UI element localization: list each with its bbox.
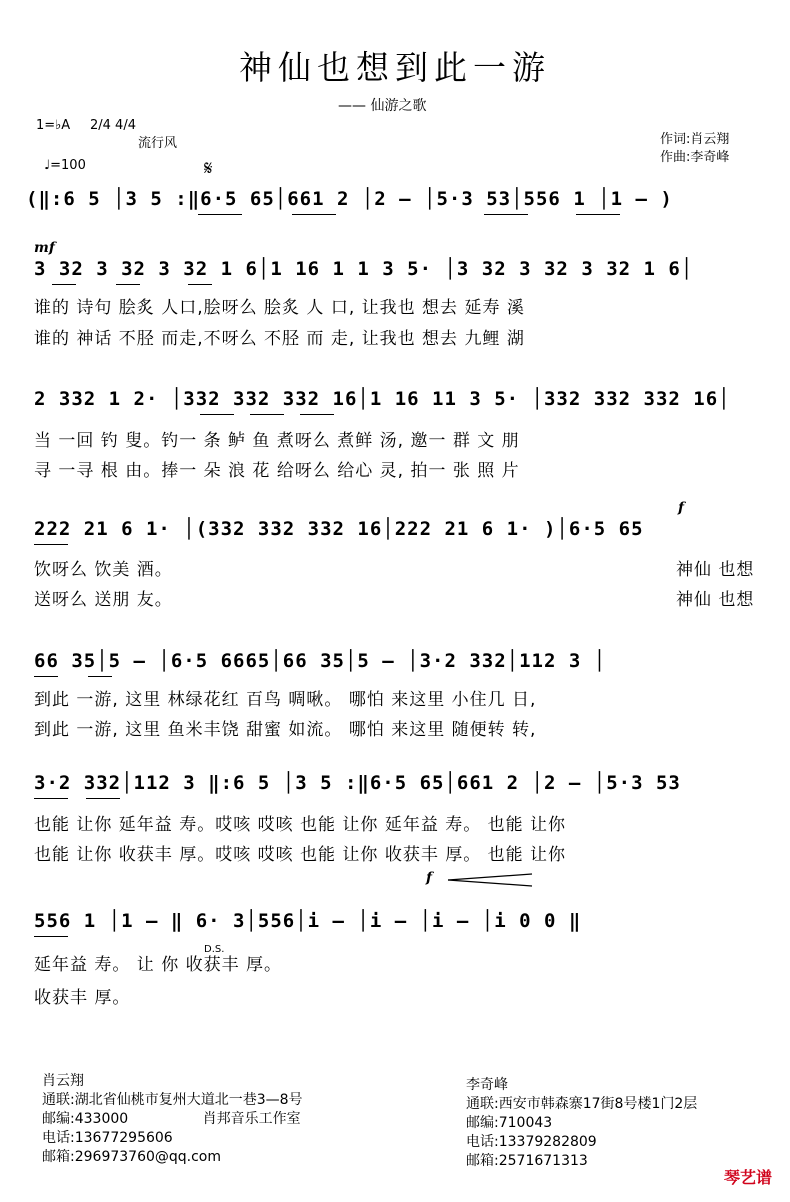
lyrics-verse1-line-3: 当 一回 钓 叟。钓一 条 鲈 鱼 煮呀么 煮鲜 汤, 邀一 群 文 朋 <box>34 431 520 451</box>
contact-right <box>466 1076 697 1171</box>
segno-icon: 𝄋 <box>204 156 213 180</box>
contact-left-email: 邮箱:296973760@qq.com <box>42 1149 222 1165</box>
lyrics-verse2-line-3: 寻 一寻 根 由。捧一 朵 浪 花 给呀么 给心 灵, 拍一 张 照 片 <box>34 461 520 481</box>
lyrics-verse2-line-6: 也能 让你 收获丰 厚。哎咳 哎咳 也能 让你 收获丰 厚。 也能 让你 <box>34 845 567 865</box>
lyrics-verse1-line-6: 也能 让你 延年益 寿。哎咳 哎咳 也能 让你 延年益 寿。 也能 让你 <box>34 815 567 835</box>
lyrics-verse2-line-7: 收获丰 厚。 <box>34 988 131 1008</box>
contact-right-postcode: 邮编:710043 <box>466 1115 553 1131</box>
lyricist: 作词:肖云翔 <box>660 132 730 147</box>
lyrics-verse1-line-7: 延年益 寿。 让 你 收获丰 厚。 <box>34 955 283 975</box>
notation-line-1: (‖:6 5 │3 5 :‖6·5 65│661 2 │2 – │5·3 53│556 1 │1 – ) <box>26 188 673 210</box>
contact-left-address: 通联:湖北省仙桃市复州大道北一巷3—8号 <box>42 1092 303 1108</box>
notation-line-4: 222 21 6 1· │(332 332 332 16│222 21 6 1· )│6·5 65 <box>34 518 644 540</box>
contact-left-name: 肖云翔 <box>42 1073 84 1089</box>
key-signature: 1=♭A <box>36 118 71 133</box>
contact-right-email: 邮箱:2571671313 <box>466 1153 588 1169</box>
tempo-mark: ♩=100 <box>44 158 86 173</box>
lyrics-verse1-line-2: 谁的 诗句 脍炙 人口,脍呀么 脍炙 人 口, 让我也 想去 延寿 溪 <box>34 298 525 318</box>
page-title: 神仙也想到此一游 <box>239 48 551 87</box>
contact-left-studio: 肖邦音乐工作室 <box>202 1111 301 1127</box>
lyrics-verse1-line-4-end: 神仙 也想 <box>676 560 755 580</box>
lyrics-verse2-line-5: 到此 一游, 这里 鱼米丰饶 甜蜜 如流。 哪怕 来这里 随便转 转, <box>34 720 537 740</box>
notation-line-3: 2 332 1 2· │332 332 332 16│1 16 11 3 5· │332 332 332 16│ <box>34 388 731 410</box>
contact-right-name: 李奇峰 <box>466 1077 508 1093</box>
dynamic-mf: mf <box>34 240 55 256</box>
lyrics-verse2-line-2: 谁的 神话 不胫 而走,不呀么 不胫 而 走, 让我也 想去 九鲤 湖 <box>34 329 525 349</box>
notation-line-7: 556 1 │1 – ‖ 6· 3│556│i – │i – │i – │i 0 0 ‖ <box>34 910 582 932</box>
notation-line-6: 3·2 332│112 3 ‖:6 5 │3 5 :‖6·5 65│661 2 │2 – │5·3 53 <box>34 772 681 794</box>
notation-line-5: 66 35│5 – │6·5 6665│66 35│5 – │3·2 332│112 3 │ <box>34 650 607 672</box>
crescendo-hairpin <box>446 872 536 888</box>
ds-mark: D.S. <box>204 944 225 955</box>
lyrics-verse1-line-4: 饮呀么 饮美 酒。 <box>34 560 173 580</box>
contact-left-postcode: 邮编:433000 <box>42 1111 129 1127</box>
lyrics-verse2-line-4-end: 神仙 也想 <box>676 590 755 610</box>
lyrics-verse1-line-5: 到此 一游, 这里 林绿花红 百鸟 啁啾。 哪怕 来这里 小住几 日, <box>34 690 537 710</box>
contact-left <box>42 1072 303 1167</box>
lyrics-verse2-line-4: 送呀么 送朋 友。 <box>34 590 173 610</box>
contact-right-phone: 电话:13379282809 <box>466 1134 597 1150</box>
contact-right-address: 通联:西安市韩森寨17街8号楼1门2层 <box>466 1096 698 1112</box>
time-signature: 2/4 4/4 <box>90 118 136 133</box>
dynamic-f-1: f <box>678 500 685 516</box>
contact-left-phone: 电话:13677295606 <box>42 1130 173 1146</box>
brand-logo: 琴艺谱 <box>723 1168 772 1187</box>
dynamic-f-2: f <box>426 870 433 886</box>
composer: 作曲:李奇峰 <box>660 150 730 165</box>
subtitle: —— 仙游之歌 <box>338 98 427 114</box>
style-label: 流行风 <box>138 136 178 151</box>
notation-line-2: 3 32 3 32 3 32 1 6│1 16 1 1 3 5· │3 32 3 32 3 32 1 6│ <box>34 258 694 280</box>
